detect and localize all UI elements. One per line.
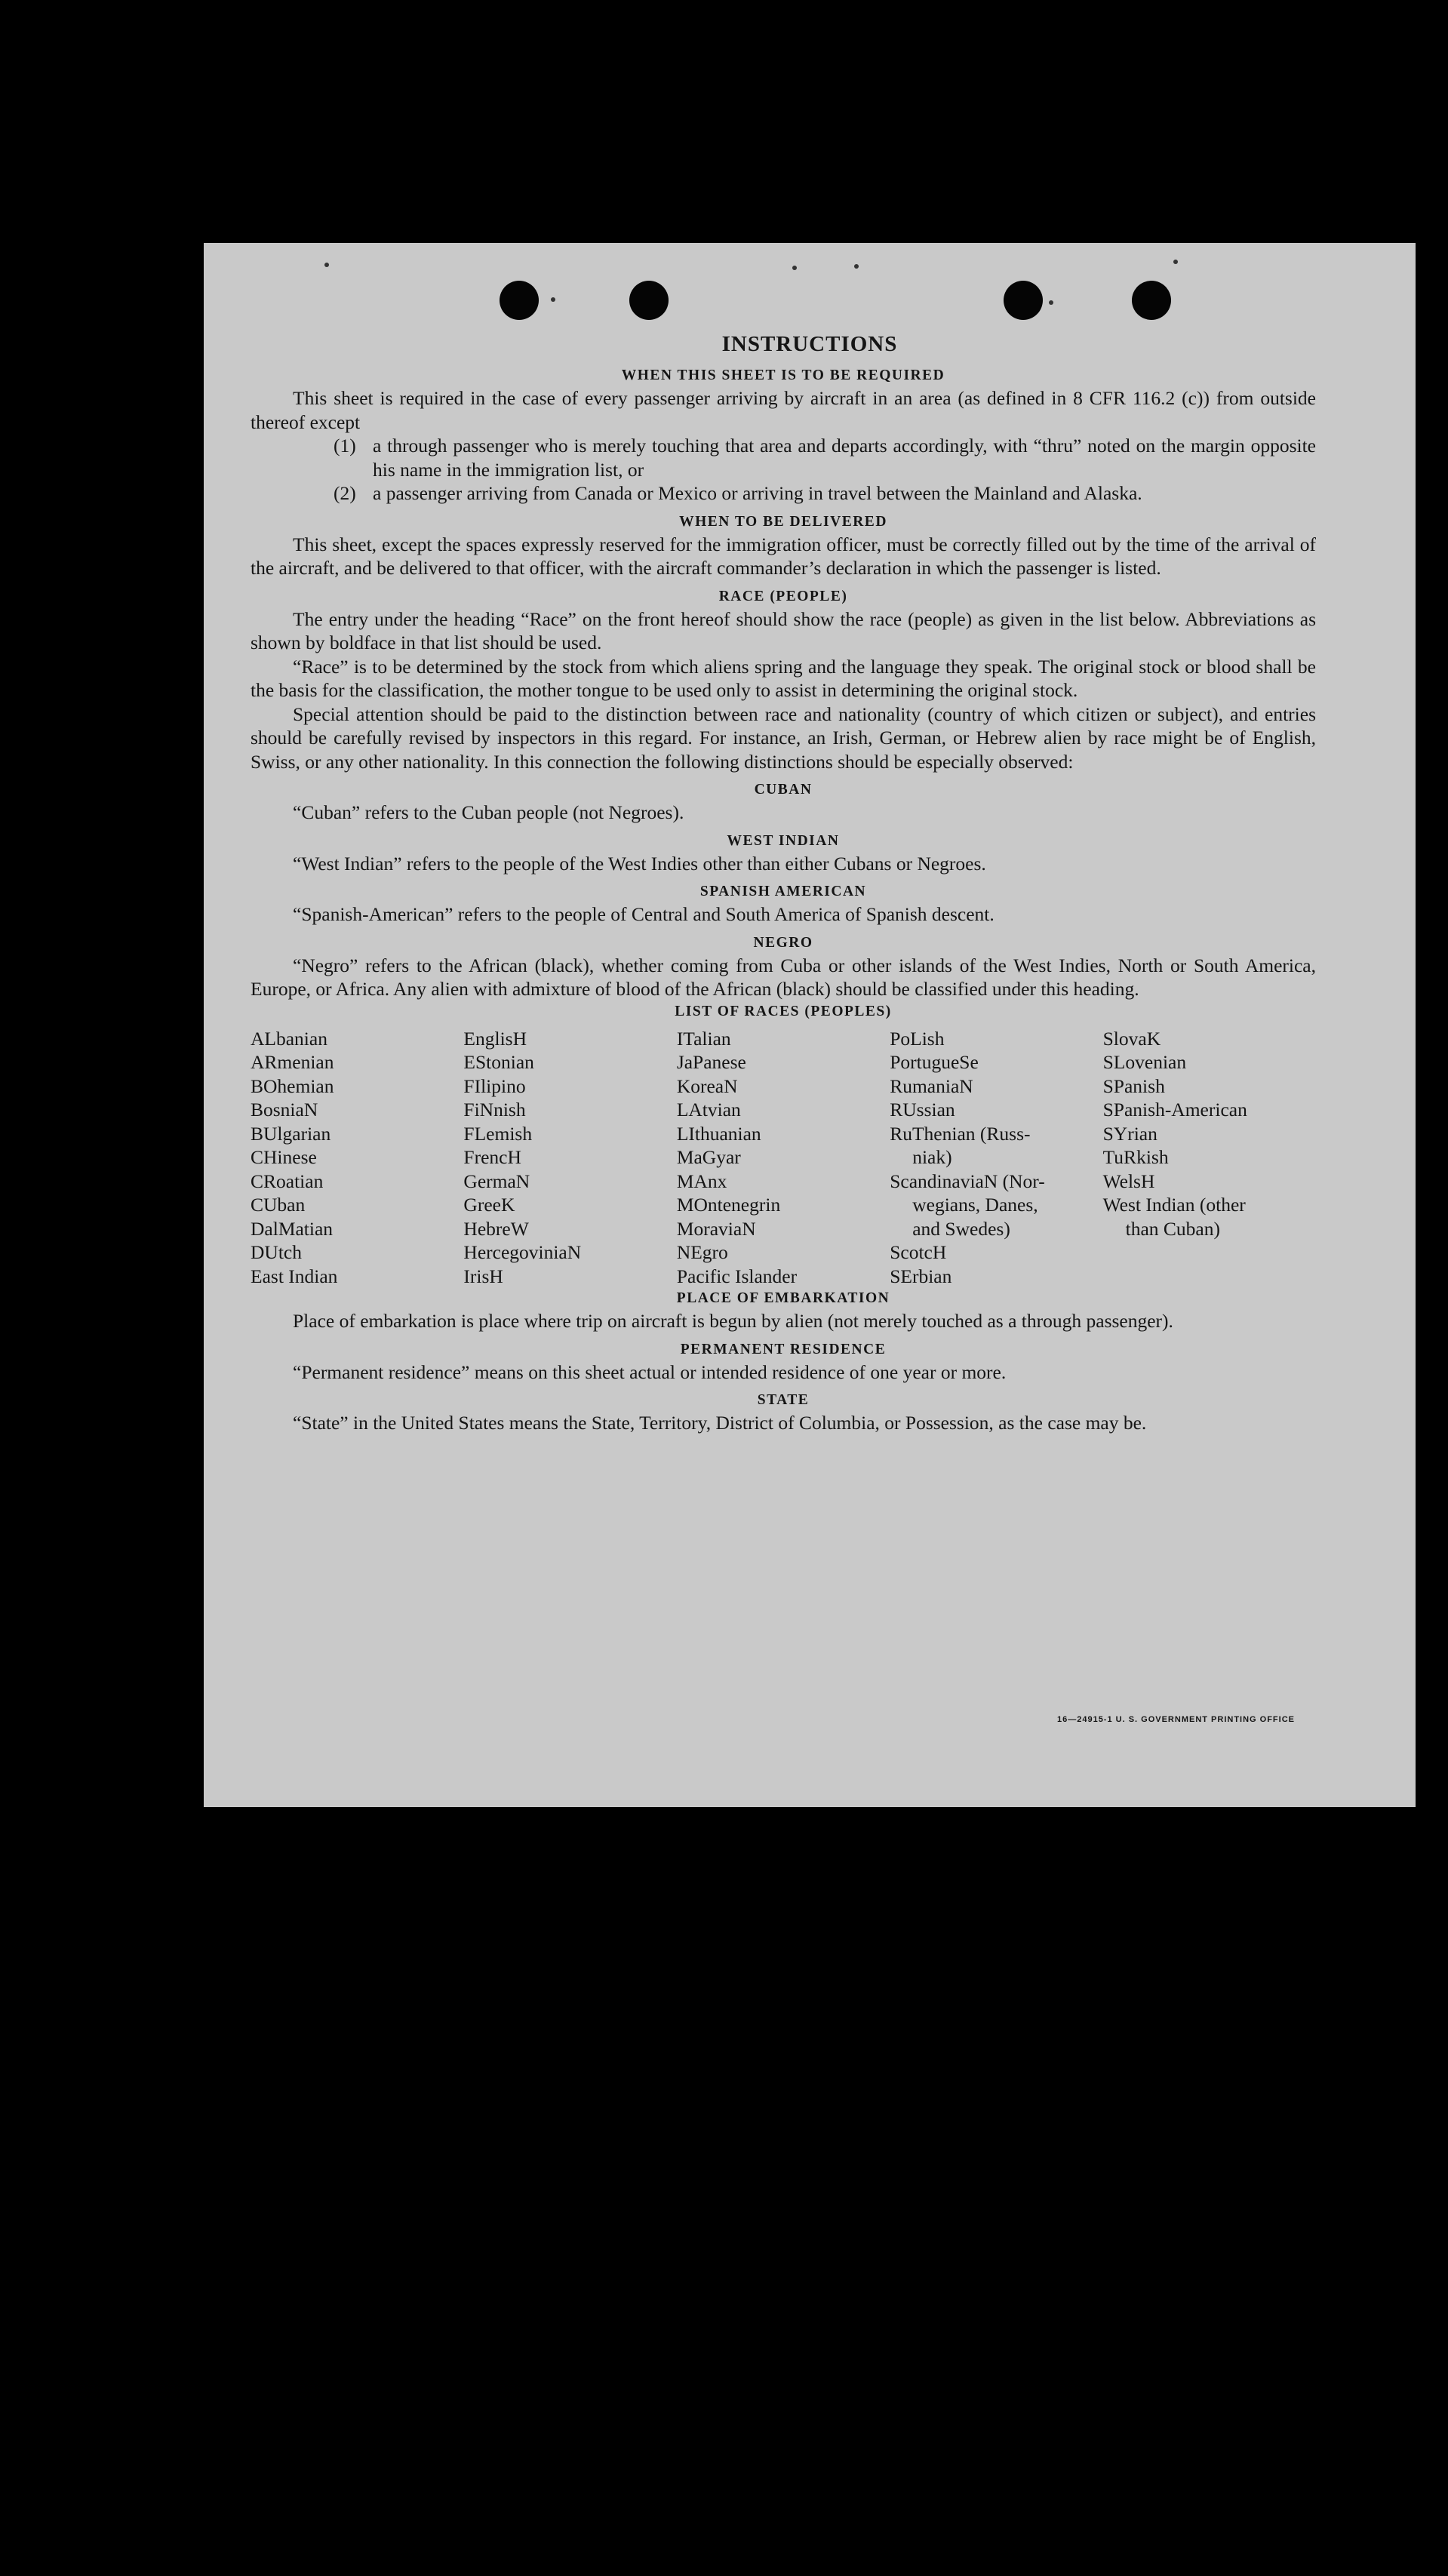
race-entry: MAnx: [676, 1170, 727, 1192]
list-item: [251, 481, 1316, 506]
race-entry: ARmenian: [251, 1051, 334, 1073]
page-title: INSTRUCTIONS: [721, 332, 898, 356]
race-entry: HebreW: [463, 1217, 529, 1240]
heading-when-required: WHEN THIS SHEET IS TO BE REQUIRED: [621, 367, 945, 383]
paragraph: “Cuban” refers to the Cuban people (not Negroes).: [293, 801, 684, 823]
race-entry: wegians, Danes,: [912, 1194, 1038, 1216]
race-entry: ScotcH: [890, 1241, 947, 1263]
paragraph: “Spanish-American” refers to the people of Central and South America of Spanish descent.: [293, 903, 995, 925]
race-entry: HercegoviniaN: [463, 1241, 582, 1263]
heading-race: RACE (PEOPLE): [718, 588, 848, 604]
race-entry: East Indian: [251, 1265, 338, 1287]
punch-hole: [1132, 281, 1171, 320]
paragraph: This sheet, except the spaces expressly reserved for the immigration officer, must be correctly filled out by the time of the arrival of the aircraft, and be delivered to that officer, with the aircraft commander’s declaration in which the passenger is listed.: [251, 533, 1316, 579]
races-column: [251, 1027, 463, 1289]
race-entry: TuRkish: [1102, 1146, 1169, 1168]
paragraph: The entry under the heading “Race” on the front hereof should show the race (people) as given in the list below. Abbreviations as shown by boldface in that list should be used.: [251, 607, 1316, 653]
speck: [854, 264, 859, 269]
race-entry: SErbian: [890, 1265, 952, 1287]
race-entry: SYrian: [1102, 1122, 1157, 1145]
race-entry: niak): [912, 1146, 952, 1168]
race-entry: SPanish-American: [1102, 1099, 1247, 1120]
race-entry: NEgro: [676, 1241, 728, 1263]
speck: [324, 263, 329, 267]
punch-hole: [629, 281, 669, 320]
race-entry: MaGyar: [676, 1146, 741, 1168]
race-entry: IrisH: [463, 1265, 503, 1287]
races-column: [1103, 1027, 1316, 1289]
paragraph: Special attention should be paid to the distinction between race and nationality (country of which citizen or subject), and entries should be carefully revised by inspectors in this regard. For instance, an Irish, German, or Hebrew alien by race might be of English, Swiss, or any other nationality. In this connection the following distinctions should be especially observed:: [251, 702, 1316, 773]
heading-state: STATE: [757, 1392, 810, 1408]
paragraph: “West Indian” refers to the people of the West Indies other than either Cubans or Negroes.: [293, 852, 986, 875]
race-entry: CUban: [251, 1194, 306, 1216]
speck: [1049, 300, 1053, 305]
paragraph: This sheet is required in the case of every passenger arriving by aircraft in an area (as defined in 8 CFR 116.2 (c)) from outside thereof except: [251, 387, 1316, 433]
paragraph: “State” in the United States means the State, Territory, District of Columbia, or Possession, as the case may be.: [293, 1412, 1147, 1434]
speck: [792, 266, 797, 270]
race-entry: RUssian: [890, 1099, 955, 1120]
printer-imprint: 16—24915-1 U. S. GOVERNMENT PRINTING OFFICE: [1056, 1715, 1295, 1724]
document-sheet: [204, 243, 1416, 1807]
race-entry: FIlipino: [463, 1074, 526, 1097]
race-entry: RuThenian (Russ-: [890, 1122, 1031, 1145]
paragraph: “Permanent residence” means on this sheet actual or intended residence of one year or more.: [293, 1360, 1007, 1383]
race-entry: PortugueSe: [890, 1051, 979, 1073]
race-entry: KoreaN: [676, 1074, 738, 1097]
race-entry: FrencH: [463, 1146, 521, 1168]
item-text: a passenger arriving from Canada or Mexico or arriving in travel between the Mainland and Alaska.: [373, 482, 1142, 504]
race-entry: BUlgarian: [251, 1122, 331, 1145]
race-entry: DalMatian: [251, 1217, 334, 1240]
races-column: [890, 1027, 1102, 1289]
heading-cuban: CUBAN: [754, 782, 813, 798]
races-list: [251, 1027, 1316, 1289]
race-entry: BOhemian: [251, 1074, 334, 1097]
race-entry: WelsH: [1102, 1170, 1155, 1192]
speck: [1173, 260, 1178, 264]
race-entry: RumaniaN: [890, 1074, 973, 1097]
heading-west-indian: WEST INDIAN: [727, 832, 840, 849]
race-entry: CRoatian: [251, 1170, 324, 1192]
race-entry: FiNnish: [463, 1099, 526, 1120]
paragraph: “Negro” refers to the African (black), whether coming from Cuba or other islands of the West Indies, North or South America, Europe, or Africa. Any alien with admixture of blood of the African (black) should be classified under this heading.: [251, 954, 1316, 1000]
race-entry: ITalian: [676, 1027, 731, 1050]
race-entry: Pacific Islander: [676, 1265, 798, 1287]
speck: [551, 297, 555, 302]
race-entry: ALbanian: [251, 1027, 327, 1050]
race-entry: SlovaK: [1102, 1027, 1161, 1050]
race-entry: JaPanese: [676, 1051, 746, 1073]
races-column: [463, 1027, 676, 1289]
race-entry: and Swedes): [912, 1217, 1010, 1240]
race-entry: FLemish: [463, 1122, 533, 1145]
heading-negro: NEGRO: [753, 934, 813, 951]
race-entry: West Indian (other: [1102, 1194, 1246, 1216]
race-entry: GermaN: [463, 1170, 530, 1192]
punch-hole: [500, 281, 539, 320]
race-entry: BosniaN: [251, 1099, 318, 1120]
heading-embarkation: PLACE OF EMBARKATION: [676, 1290, 890, 1306]
race-entry: MoraviaN: [676, 1217, 756, 1240]
race-entry: ScandinaviaN (Nor-: [890, 1170, 1045, 1192]
race-entry: SLovenian: [1102, 1051, 1187, 1073]
punch-hole: [1004, 281, 1043, 320]
race-entry: LAtvian: [676, 1099, 741, 1120]
heading-spanish-american: SPANISH AMERICAN: [699, 884, 867, 899]
list-item: [251, 434, 1316, 481]
heading-list-of-races: LIST OF RACES (PEOPLES): [675, 1003, 892, 1019]
paragraph: Place of embarkation is place where trip on aircraft is begun by alien (not merely touched as a through passenger).: [293, 1310, 1173, 1332]
race-entry: LIthuanian: [676, 1122, 761, 1145]
race-entry: EStonian: [463, 1051, 534, 1073]
paragraph: “Race” is to be determined by the stock from which aliens spring and the language they speak. The original stock or blood shall be the basis for the classification, the mother tongue to be used only to assist in determining the original stock.: [251, 655, 1316, 701]
item-text: a through passenger who is merely touching that area and departs accordingly, with “thru” noted on the margin opposite his name in the immigration list, or: [373, 435, 1316, 481]
race-entry: SPanish: [1102, 1074, 1165, 1097]
heading-permanent-residence: PERMANENT RESIDENCE: [680, 1341, 887, 1357]
race-entry: DUtch: [251, 1241, 302, 1263]
instructions-body: [251, 365, 1316, 1435]
race-entry: than Cuban): [1125, 1217, 1220, 1240]
race-entry: GreeK: [463, 1194, 515, 1216]
races-column: [677, 1027, 890, 1289]
race-entry: PoLish: [890, 1027, 945, 1050]
race-entry: EnglisH: [463, 1027, 527, 1050]
race-entry: MOntenegrin: [676, 1194, 781, 1216]
race-entry: CHinese: [251, 1146, 317, 1168]
heading-when-delivered: WHEN TO BE DELIVERED: [679, 513, 887, 530]
item-number: (1): [334, 435, 356, 456]
item-number: (2): [334, 482, 356, 504]
